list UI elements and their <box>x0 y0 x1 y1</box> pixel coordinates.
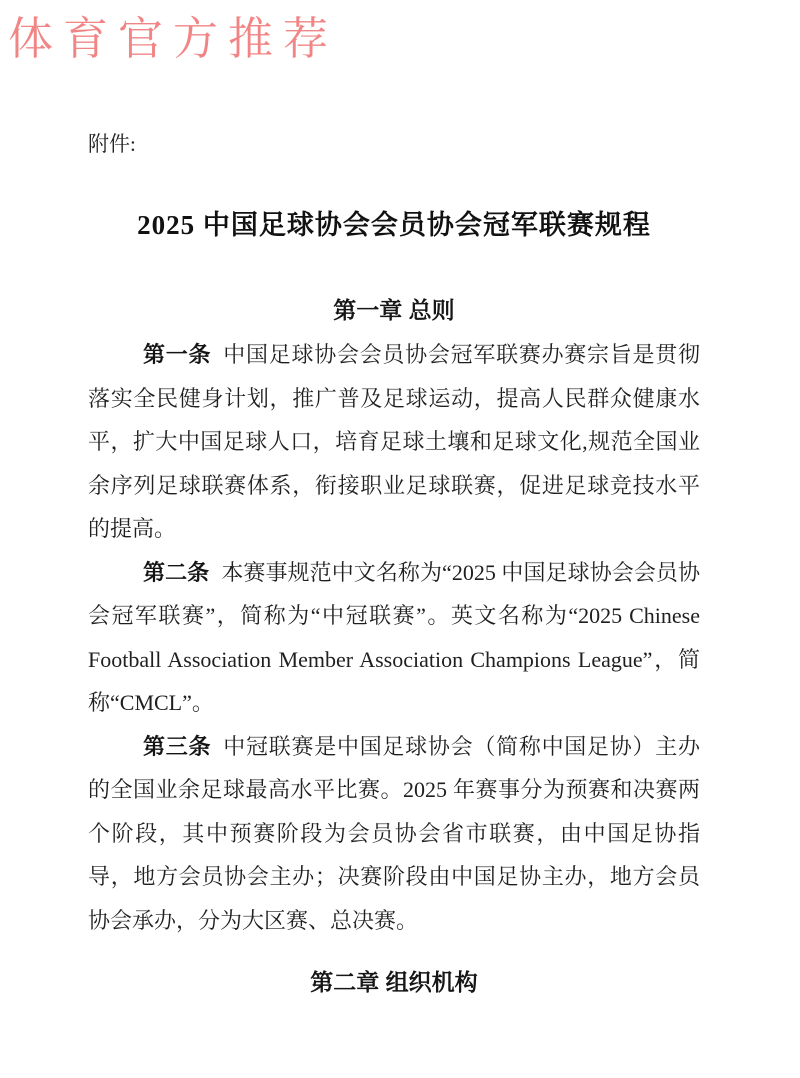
article-3-text: 中冠联赛是中国足球协会（简称中国足协）主办的全国业余足球最高水平比赛。2025 年赛事分为预赛和决赛两个阶段，其中预赛阶段为会员协会省市联赛，由中国足协指导，地方会员协会主办；决赛阶段由中国足协主办，地方会员协会承办，分为大区赛、总决赛。 <box>88 733 700 933</box>
chapter-2-heading: 第二章 组织机构 <box>310 969 478 995</box>
article-2-label: 第二条 <box>143 559 210 585</box>
article-3-label: 第三条 <box>143 733 212 759</box>
attachment-label: 附件: <box>88 132 136 156</box>
article-1-text: 中国足球协会会员协会冠军联赛办赛宗旨是贯彻落实全民健身计划，推广普及足球运动，提高人民群众健康水平，扩大中国足球人口，培育足球土壤和足球文化,规范全国业余序列足球联赛体系，衔接职业足球联赛，促进足球竞技水平的提高。 <box>88 342 700 541</box>
document-title: 2025 中国足球协会会员协会冠军联赛规程 <box>137 210 651 240</box>
article-3-paragraph <box>88 725 700 943</box>
chapter-1-heading: 第一章 总则 <box>333 297 455 323</box>
document-content <box>88 0 700 997</box>
article-2-text: 本赛事规范中文名称为“2025 中国足球协会会员协会冠军联赛”，简称为“中冠联赛”。英文名称为“2025 Chinese Football Association Member Association Champions League”，简称“CMCL”。 <box>88 559 700 715</box>
watermark-text: 体育官方推荐 <box>8 14 339 64</box>
article-1-paragraph <box>88 333 700 551</box>
article-2-paragraph <box>88 551 700 725</box>
article-1-label: 第一条 <box>143 342 212 367</box>
